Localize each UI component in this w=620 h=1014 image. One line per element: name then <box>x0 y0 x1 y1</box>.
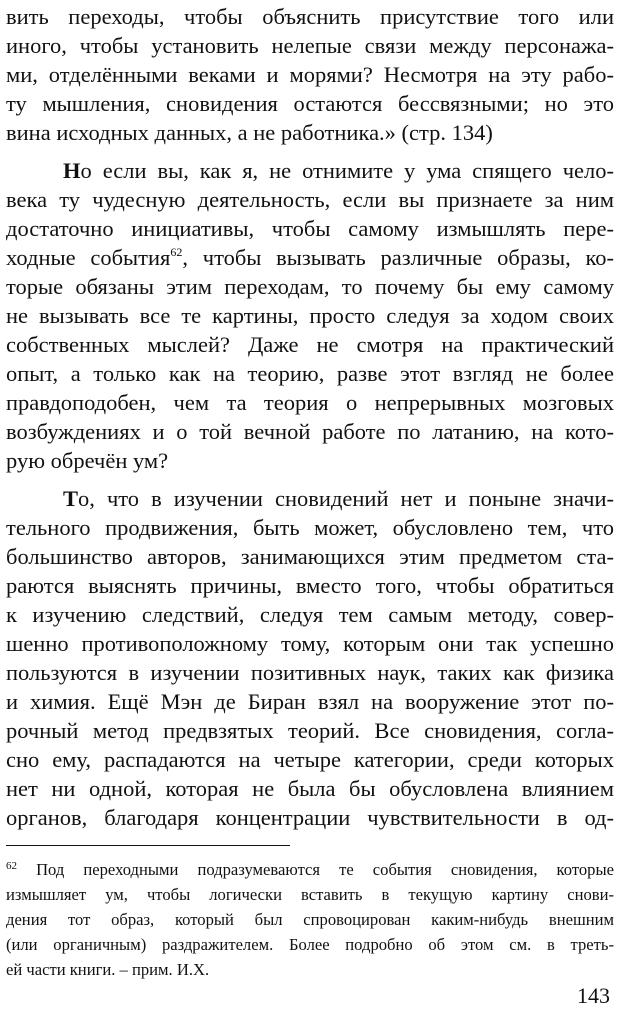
footnote-line: ей части книги. – прим. И.Х. <box>6 960 210 979</box>
text-line: ту мышления, сновидения остаются бессвязными; но это <box>6 91 614 116</box>
text-line: рочный метод предвзятых теорий. Все сновидения, согла- <box>6 718 614 743</box>
footnote-reference: 62 <box>170 245 183 259</box>
text-line: раются выяснять причины, вместо того, чтобы обратиться <box>6 573 614 598</box>
text-line: тельного продвижения, быть может, обусловлено тем, что <box>6 515 614 540</box>
text-line: и химия. Ещё Мэн де Биран взял на вооружение этот по- <box>6 689 614 714</box>
text-line: к изучению следствий, следуя тем самым методу, совер- <box>6 602 614 627</box>
footnote-line: дения тот образ, который был спровоцирован каким-нибудь внешним <box>6 910 614 929</box>
text-line: достаточно инициативы, чтобы самому измышлять пере- <box>6 216 614 241</box>
text-span: о, что в изучении сновидений нет и поныне значи- <box>78 486 614 511</box>
footnote-line: измышляет ум, чтобы логически вставить в текущую картину снови- <box>6 885 614 904</box>
text-line: пользуются в изучении позитивных наук, таких как физика <box>6 660 614 685</box>
footnote-line: (или органичным) раздражителем. Более подробно об этом см. в треть- <box>6 935 614 954</box>
text-line: не вызывать все те картины, просто следуя за ходом своих <box>6 303 614 328</box>
text-line: собственных мыслей? Даже не смотря на практический <box>6 332 614 357</box>
text-span: , чтобы вызывать различные образы, ко- <box>182 245 614 270</box>
text-line: торые обязаны этим переходам, то почему бы ему самому <box>6 274 614 299</box>
text-line: ми, отделёнными веками и морями? Несмотря на эту рабо- <box>6 62 614 87</box>
text-line: нет ни одной, которая не была бы обусловлена влиянием <box>6 776 614 801</box>
text-span: о если вы, как я, не отнимите у ума спящего чело- <box>80 158 614 183</box>
drop-cap: Н <box>63 158 81 183</box>
drop-cap: Т <box>63 486 79 511</box>
text-span: ходные события <box>6 245 171 270</box>
text-line: века ту чудесную деятельность, если вы признаете за ним <box>6 187 614 212</box>
text-line: правдоподобен, чем та теория о непрерывных мозговых <box>6 390 614 415</box>
footnote-marker: 62 <box>6 860 17 872</box>
text-line: опыт, а только как на теорию, разве этот взгляд не более <box>6 361 614 386</box>
text-line: вить переходы, чтобы объяснить присутствие того или <box>6 4 614 29</box>
text-line: сно ему, распадаются на четыре категории, среди которых <box>6 747 614 772</box>
footnote-line <box>6 857 614 883</box>
page-number: 143 <box>577 983 610 1008</box>
text-line: иного, чтобы установить нелепые связи между персонажа- <box>6 33 614 58</box>
text-line: возбуждениях и о той вечной работе по латанию, на кото- <box>6 419 614 444</box>
text-line: рую обречён ум? <box>6 448 169 473</box>
text-span: Под переходными подразумеваются те события сновидения, которые <box>17 860 614 879</box>
text-line: большинство авторов, занимающихся этим предметом ста- <box>6 544 614 569</box>
text-line: органов, благодаря концентрации чувствительности в од- <box>6 805 614 830</box>
footnote-separator <box>6 845 290 846</box>
text-line: шенно противоположному тому, которым они так успешно <box>6 631 614 656</box>
text-line: вина исходных данных, а не работника.» (стр. 134) <box>6 120 493 145</box>
